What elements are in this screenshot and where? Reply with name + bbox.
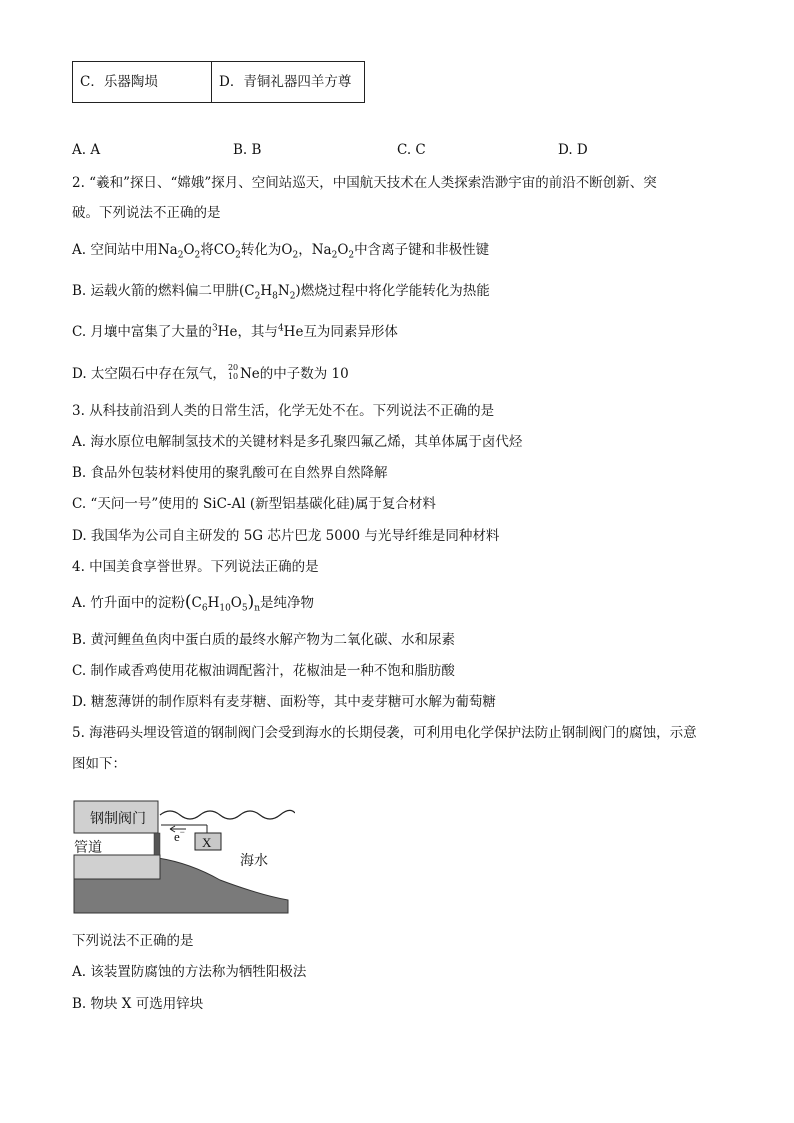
- q5-option-a: A. 该装置防腐蚀的方法称为牺牲阳极法: [72, 964, 307, 980]
- q3-option-a: A. 海水原位电解制氢技术的关键材料是多孔聚四氟乙烯，其单体属于卤代烃: [72, 434, 523, 450]
- table-cell-d: D．青铜礼器四羊方尊: [211, 61, 365, 103]
- valve-label: 钢制阀门: [90, 812, 146, 827]
- electron-label: e−: [174, 827, 185, 844]
- sea-surface-wave: [160, 810, 295, 819]
- q2-stem-line2: 破。下列说法不正确的是: [72, 205, 221, 221]
- q4-stem: 4. 中国美食享誉世界。下列说法正确的是: [72, 559, 319, 575]
- pipe-segment: [74, 855, 160, 879]
- table-cell-c: C．乐器陶埙: [72, 61, 212, 103]
- q3-option-b: B. 食品外包装材料使用的聚乳酸可在自然界自然降解: [72, 465, 388, 481]
- q4-option-b: B. 黄河鲤鱼鱼肉中蛋白质的最终水解产物为二氧化碳、水和尿素: [72, 632, 456, 648]
- q1-option-c: C. C: [397, 142, 426, 158]
- q5-stem-line2: 图如下：: [72, 756, 126, 772]
- q1-option-b: B. B: [233, 142, 262, 158]
- q1-option-d: D. D: [558, 142, 588, 158]
- q2-option-a: A. 空间站中用$Na_2O_2$将$CO_2$转化为$O_2$，$Na_2O_2$中含离子键和非极性键: [72, 242, 490, 261]
- q1-option-a: A. A: [72, 142, 101, 158]
- seawater-label: 海水: [240, 854, 268, 869]
- neon-nuclide-label: 20 10: [227, 363, 239, 381]
- block-x-label: X: [202, 835, 212, 850]
- q3-option-d: D. 我国华为公司自主研发的 5G 芯片巴龙 5000 与光导纤维是同种材料: [72, 528, 500, 544]
- q2-option-c: C. 月壤中富集了大量的$^3$He，其与$^4$He互为同素异形体: [72, 323, 398, 340]
- q3-option-c: C. “天问一号”使用的 SiC-Al (新型铝基碳化硅)属于复合材料: [72, 496, 436, 512]
- q5-option-b: B. 物块 X 可选用锌块: [72, 996, 204, 1012]
- q2-stem-line1: 2. “羲和”探日、“嫦娥”探月、空间站巡天，中国航天技术在人类探索浩渺宇宙的前沿不断创新、突: [72, 175, 657, 191]
- q5-stem-line1: 5. 海港码头埋设管道的钢制阀门会受到海水的长期侵袭，可利用电化学保护法防止钢制阀门的腐蚀，示意: [72, 725, 697, 741]
- q5-after-figure: 下列说法不正确的是: [72, 933, 194, 949]
- cathodic-protection-diagram: [70, 795, 295, 915]
- q3-stem: 3. 从科技前沿到人类的日常生活，化学无处不在。下列说法不正确的是: [72, 403, 495, 419]
- q4-option-d: D. 糖葱薄饼的制作原料有麦芽糖、面粉等，其中麦芽糖可水解为葡萄糖: [72, 694, 496, 710]
- q4-option-a: A. 竹升面中的淀粉$(C_6H_{10}O_5)_n$是纯净物: [72, 592, 315, 614]
- q2-option-d: D. 太空陨石中存在氖气， 20 10 Ne的中子数为 10: [72, 363, 349, 382]
- valve-stem: [154, 833, 160, 855]
- pipe-label: 管道: [74, 841, 102, 856]
- q4-option-c: C. 制作咸香鸡使用花椒油调配酱汁，花椒油是一种不饱和脂肪酸: [72, 663, 455, 679]
- q2-option-b: B. 运载火箭的燃料偏二甲肼$(C_2H_8N_2)$燃烧过程中将化学能转化为热能: [72, 283, 490, 302]
